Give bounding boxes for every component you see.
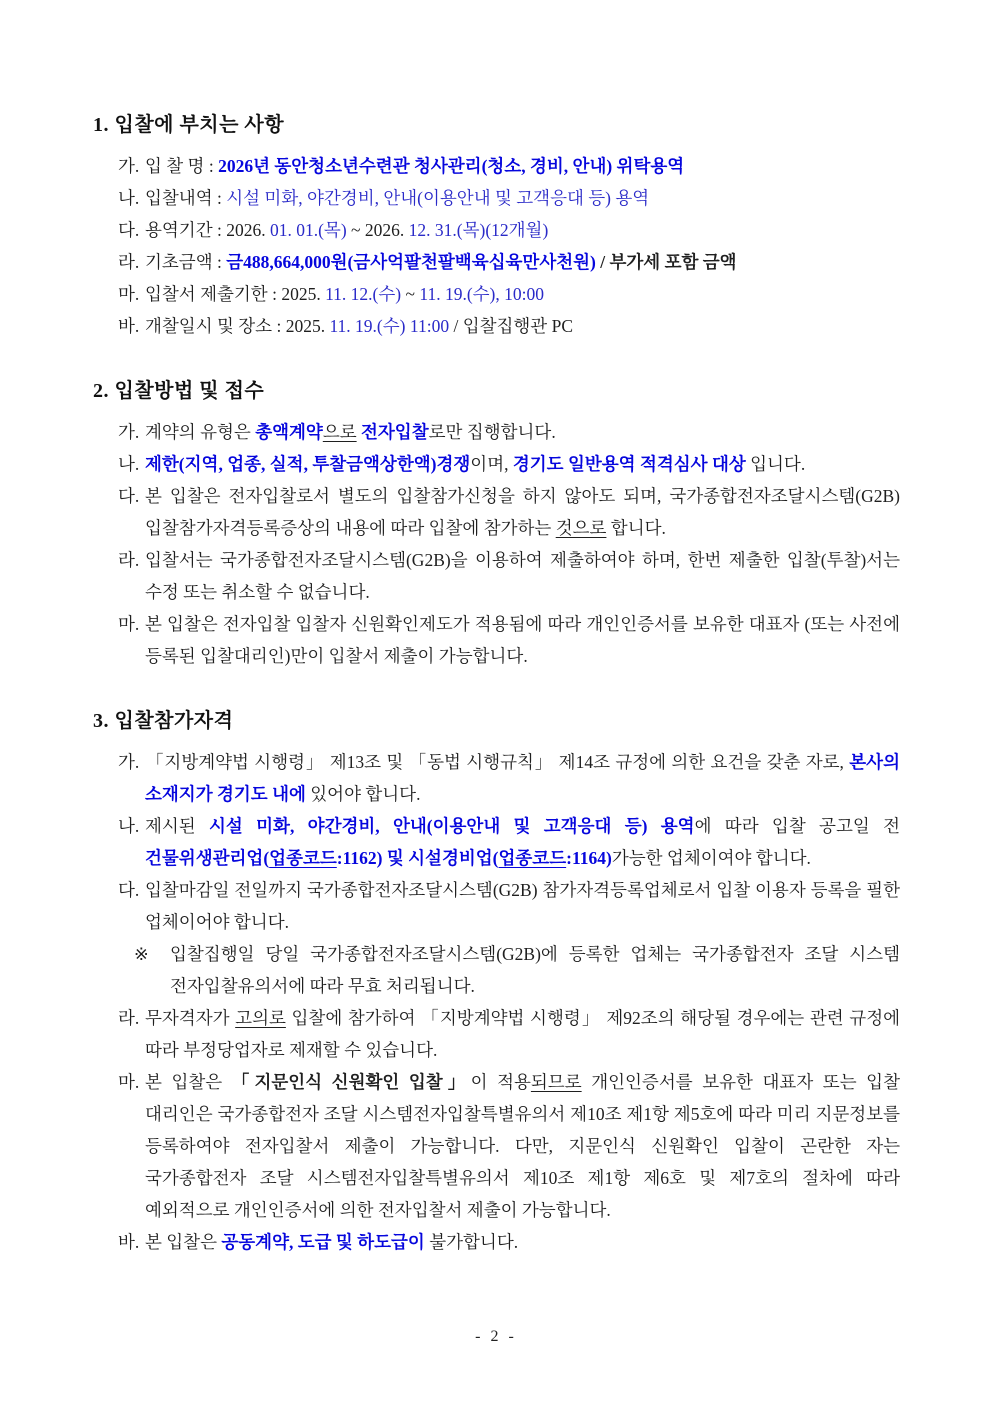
text-run: 있어야 합니다. bbox=[305, 784, 421, 804]
item-label: 다. bbox=[118, 880, 140, 900]
text-run: 입 찰 명 : bbox=[145, 156, 219, 176]
item-label: 라. bbox=[118, 550, 140, 570]
text-run: 입찰마감일 전일까지 국가종합전자조달시스템(G2B) 참가자격등록업체로서 입찰 이용자 등록을 필한 업체이어야 합니다. bbox=[145, 880, 900, 932]
list-item bbox=[93, 310, 900, 342]
list-item bbox=[93, 810, 900, 874]
item-label: 나. bbox=[118, 816, 140, 836]
list-item bbox=[93, 246, 900, 278]
item-label: 바. bbox=[118, 316, 140, 336]
text-run: 계약의 유형은 bbox=[145, 422, 256, 442]
text-run: 2026년 동안청소년수련관 청사관리(청소, 경비, 안내) 위탁용역 bbox=[218, 156, 685, 176]
text-run: 가능한 업체이여야 합니다. bbox=[611, 848, 811, 868]
text-run: 입찰서는 국가종합전자조달시스템(G2B)을 이용하여 제출하여야 하며, 한번 제출한 입찰(투찰)서는 수정 또는 취소할 수 없습니다. bbox=[145, 550, 900, 602]
text-run: 제한(지역, 업종, 실적, 투찰금액상한액)경쟁 bbox=[145, 454, 471, 474]
section-1 bbox=[93, 110, 900, 342]
item-label: 다. bbox=[118, 486, 140, 506]
text-run: 시설 미화, 야간경비, 안내(이용안내 및 고객응대 등) 용역 bbox=[226, 188, 650, 208]
list-item bbox=[93, 214, 900, 246]
item-label: 마. bbox=[118, 1072, 140, 1092]
text-run: 업종코드 bbox=[498, 848, 567, 868]
text-run: :1162) 및 시설경비업( bbox=[336, 848, 499, 868]
text-run: 에 따라 입찰 공고일 전 bbox=[694, 816, 900, 836]
list-item bbox=[93, 1002, 900, 1066]
section-heading: 3. 입찰참가자격 bbox=[93, 710, 234, 732]
text-run: 합니다. bbox=[606, 518, 666, 538]
text-run: 입찰집행일 당일 국가종합전자조달시스템(G2B)에 등록한 업체는 국가종합전자 조달 시스템 전자입찰유의서에 따라 무효 처리됩니다. bbox=[170, 944, 900, 996]
text-run: 본사의 소재지가 경기도 내에 bbox=[145, 752, 900, 804]
item-label: 바. bbox=[118, 1232, 140, 1252]
list-item bbox=[93, 448, 900, 480]
item-label: 마. bbox=[118, 284, 140, 304]
text-run: / 입찰집행관 PC bbox=[449, 316, 573, 336]
page-number: - 2 - bbox=[475, 1328, 517, 1345]
text-run: 불가합니다. bbox=[424, 1232, 519, 1252]
text-run: 본 입찰은 bbox=[145, 1072, 232, 1092]
item-label: 다. bbox=[118, 220, 140, 240]
list-item bbox=[93, 278, 900, 310]
list-item bbox=[93, 150, 900, 182]
list-item bbox=[93, 480, 900, 544]
text-run: 로만 집행합니다. bbox=[428, 422, 556, 442]
text-run: 기초금액 : bbox=[145, 252, 227, 272]
text-run: 입찰내역 : bbox=[145, 188, 227, 208]
text-run: 입니다. bbox=[745, 454, 806, 474]
text-run: / 부가세 포함 금액 bbox=[595, 252, 737, 272]
text-run: 「지방계약법 시행령」 제13조 및 「동법 시행규칙」 제14조 규정에 의한 요건을 갖춘 자로, bbox=[145, 752, 850, 772]
text-run: :1164) bbox=[566, 848, 612, 868]
text-run: 것으로 bbox=[555, 518, 607, 538]
text-run: 이며, bbox=[470, 454, 513, 474]
text-run: 개찰일시 및 장소 : 2025. bbox=[145, 316, 330, 336]
text-run: 11. 19.(수), 10:00 bbox=[419, 284, 544, 304]
text-run: 개인인증서를 보유한 대표자 또는 입찰 대리인은 국가종합전자 조달 시스템전자입찰특별유의서 제10조 제1항 제5호에 따라 미리 지문정보를 등록하여야 전자입찰서 제출이 가능합니다. 다만, 지문인식 신원확인 입찰이 곤란한 자는 국가종합전자 조달 시스템전자입찰특별유의서 제10조 제1항 제6호 및 제7호의 절차에 따라 예외적으로 개인인증서에 의한 전자입찰서 제출이 가능합니다. bbox=[145, 1072, 900, 1220]
text-run: 본 입찰은 전자입찰로서 별도의 입찰참가신청을 하지 않아도 되며, 국가종합전자조달시스템(G2B) 입찰참가자격등록증상의 내용에 따라 입찰에 참가하는 bbox=[145, 486, 900, 538]
section-2 bbox=[93, 376, 900, 672]
list-item bbox=[93, 544, 900, 608]
text-run: 이 적용 bbox=[470, 1072, 531, 1092]
text-run: 건물위생관리업( bbox=[145, 848, 270, 868]
text-run: 경기도 일반용역 적격심사 대상 bbox=[512, 454, 746, 474]
section-heading: 1. 입찰에 부치는 사항 bbox=[93, 114, 285, 136]
note-item bbox=[93, 938, 900, 1002]
item-label: 나. bbox=[118, 188, 140, 208]
item-label: 나. bbox=[118, 454, 140, 474]
item-label: 가. bbox=[118, 156, 140, 176]
text-run: 입찰서 제출기한 : 2025. bbox=[145, 284, 326, 304]
list-item bbox=[93, 746, 900, 810]
text-run: 입찰에 참가하여 「지방계약법 시행령」 제92조의 해당될 경우에는 관련 규정에 따라 부정당업자로 제재할 수 있습니다. bbox=[145, 1008, 900, 1060]
item-label: 가. bbox=[118, 752, 140, 772]
text-run: 금488,664,000원(금사억팔천팔백육십육만사천원) bbox=[226, 252, 596, 272]
text-run: ~ 2026. bbox=[346, 220, 409, 240]
item-label: 마. bbox=[118, 614, 140, 634]
text-run: 공동계약, 도급 및 하도급이 bbox=[221, 1232, 425, 1252]
item-label: 라. bbox=[118, 252, 140, 272]
text-run: 고의로 bbox=[235, 1008, 286, 1028]
list-item bbox=[93, 182, 900, 214]
text-run: 되므로 bbox=[530, 1072, 582, 1092]
text-run: 「지문인식 신원확인 입찰」 bbox=[231, 1072, 471, 1092]
text-run: 본 입찰은 전자입찰 입찰자 신원확인제도가 적용됨에 따라 개인인증서를 보유한 대표자 (또는 사전에 등록된 입찰대리인)만이 입찰서 제출이 가능합니다. bbox=[145, 614, 900, 666]
text-run: 용역기간 : 2026. bbox=[145, 220, 270, 240]
text-run: 11. 12.(수) bbox=[325, 284, 402, 304]
list-item bbox=[93, 874, 900, 938]
list-item bbox=[93, 1226, 900, 1258]
item-label: ※ bbox=[134, 944, 149, 964]
text-run: 업종코드 bbox=[269, 848, 337, 868]
text-run: 01. 01.(목) bbox=[269, 220, 347, 240]
text-run: 전자입찰 bbox=[361, 422, 429, 442]
text-run: 으로 bbox=[322, 422, 357, 442]
section-heading: 2. 입찰방법 및 접수 bbox=[93, 380, 265, 402]
list-item bbox=[93, 1066, 900, 1226]
text-run: 시설 미화, 야간경비, 안내(이용안내 및 고객응대 등) 용역 bbox=[209, 816, 695, 836]
text-run: 총액계약 bbox=[255, 422, 323, 442]
item-label: 가. bbox=[118, 422, 140, 442]
section-3 bbox=[93, 706, 900, 1258]
text-run: 본 입찰은 bbox=[145, 1232, 222, 1252]
text-run: 제시된 bbox=[145, 816, 210, 836]
item-label: 라. bbox=[118, 1008, 140, 1028]
text-run: 11. 19.(수) 11:00 bbox=[329, 316, 450, 336]
list-item bbox=[93, 608, 900, 672]
document-body bbox=[93, 110, 900, 1258]
text-run: ~ bbox=[401, 284, 420, 304]
text-run: 12. 31.(목)(12개월) bbox=[408, 220, 549, 240]
text-run: 무자격자가 bbox=[145, 1008, 236, 1028]
list-item bbox=[93, 416, 900, 448]
